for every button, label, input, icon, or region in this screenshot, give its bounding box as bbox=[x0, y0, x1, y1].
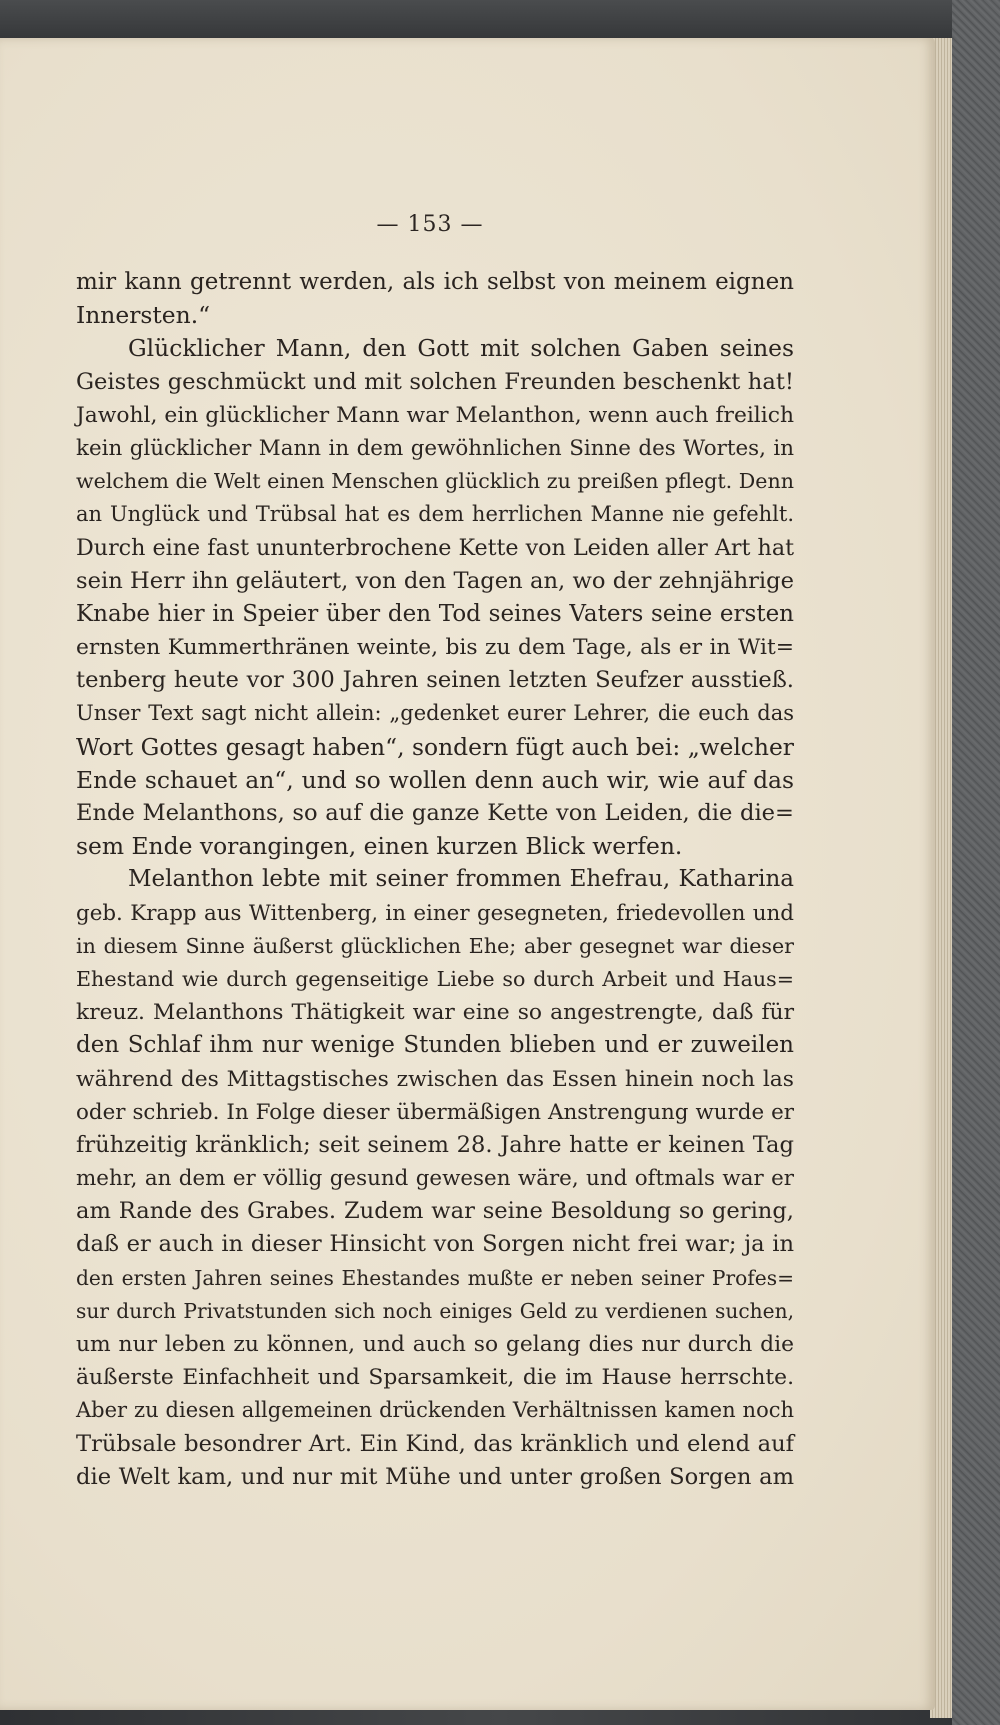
text-line: am Rande des Grabes. Zudem war seine Besoldung so gering, bbox=[76, 1198, 794, 1225]
text-line: mehr, an dem er völlig gesund gewesen wäre, und oftmals war er bbox=[76, 1166, 794, 1192]
text-line: Durch eine fast ununterbrochene Kette von Leiden aller Art hat bbox=[76, 534, 794, 561]
text-line: kein glücklicher Mann in dem gewöhnlichen Sinne des Wortes, in bbox=[76, 435, 794, 461]
text-line: daß er auch in dieser Hinsicht von Sorgen nicht frei war; ja in bbox=[76, 1231, 794, 1258]
text-line: in diesem Sinne äußerst glücklichen Ehe; aber gesegnet war dieser bbox=[76, 933, 794, 958]
page-number: — 153 — bbox=[376, 212, 484, 237]
text-line: Ende Melanthons, so auf die ganze Kette von Leiden, die die= bbox=[76, 800, 794, 826]
text-line: den ersten Jahren seines Ehestandes mußte er neben seiner Profes= bbox=[76, 1265, 794, 1290]
text-line: um nur leben zu können, und auch so gelang dies nur durch die bbox=[76, 1332, 794, 1357]
text-line: äußerste Einfachheit und Sparsamkeit, die im Hause herrschte. bbox=[76, 1365, 794, 1391]
text-line: Glücklicher Mann, den Gott mit solchen Gaben seines bbox=[128, 334, 794, 363]
text-line: oder schrieb. In Folge dieser übermäßigen Anstrengung wurde er bbox=[76, 1099, 794, 1125]
text-line: Trübsale besondrer Art. Ein Kind, das kränklich und elend auf bbox=[76, 1430, 794, 1457]
text-line: Aber zu diesen allgemeinen drückenden Verhältnissen kamen noch bbox=[76, 1398, 794, 1423]
text-line: geb. Krapp aus Wittenberg, in einer gesegneten, friedevollen und bbox=[76, 900, 794, 926]
text-line: mir kann getrennt werden, als ich selbst von meinem eignen bbox=[76, 269, 794, 295]
scanner-background-top bbox=[0, 0, 1000, 38]
text-line: Unser Text sagt nicht allein: „gedenket eurer Lehrer, die euch das bbox=[76, 701, 794, 726]
body-text bbox=[76, 266, 794, 1494]
text-line: Wort Gottes gesagt haben“, sondern fügt auch bei: „welcher bbox=[76, 732, 794, 761]
text-line: den Schlaf ihm nur wenige Stunden blieben und er zuweilen bbox=[76, 1032, 794, 1059]
text-line: Jawohl, ein glücklicher Mann war Melanthon, wenn auch freilich bbox=[76, 402, 794, 428]
text-line: sur durch Privatstunden sich noch einiges Geld zu verdienen suchen, bbox=[76, 1298, 794, 1323]
text-line: während des Mittagstisches zwischen das Essen hinein noch las bbox=[76, 1066, 794, 1092]
text-line: Ende schauet an“, und so wollen denn auch wir, wie auf das bbox=[76, 765, 794, 794]
text-line: sein Herr ihn geläutert, von den Tagen an, wo der zehnjährige bbox=[76, 567, 794, 594]
text-line: tenberg heute vor 300 Jahren seinen letzten Seufzer ausstieß. bbox=[76, 667, 794, 694]
text-line: ernsten Kummerthränen weinte, bis zu dem Tage, als er in Wit= bbox=[76, 635, 794, 661]
text-line: Knabe hier in Speier über den Tod seines Vaters seine ersten bbox=[76, 600, 794, 627]
text-line: Ehestand wie durch gegenseitige Liebe so durch Arbeit und Haus= bbox=[76, 966, 794, 991]
text-line: Geistes geschmückt und mit solchen Freunden beschenkt hat! bbox=[76, 368, 794, 395]
text-line: Melanthon lebte mit seiner frommen Ehefrau, Katharina bbox=[128, 866, 794, 893]
text-line: an Unglück und Trübsal hat es dem herrlichen Manne nie gefehlt. bbox=[76, 502, 794, 527]
text-line: frühzeitig kränklich; seit seinem 28. Jahre hatte er keinen Tag bbox=[76, 1131, 794, 1158]
text-line: welchem die Welt einen Menschen glücklich zu preißen pflegt. Denn bbox=[76, 469, 794, 494]
text-line: sem Ende vorangingen, einen kurzen Blick werfen. bbox=[76, 832, 683, 861]
text-line: die Welt kam, und nur mit Mühe und unter großen Sorgen am bbox=[76, 1463, 794, 1490]
book-binding bbox=[952, 0, 1000, 1725]
text-line: kreuz. Melanthons Thätigkeit war eine so angestrengte, daß für bbox=[76, 1000, 794, 1026]
text-line: Innersten.“ bbox=[76, 301, 211, 330]
